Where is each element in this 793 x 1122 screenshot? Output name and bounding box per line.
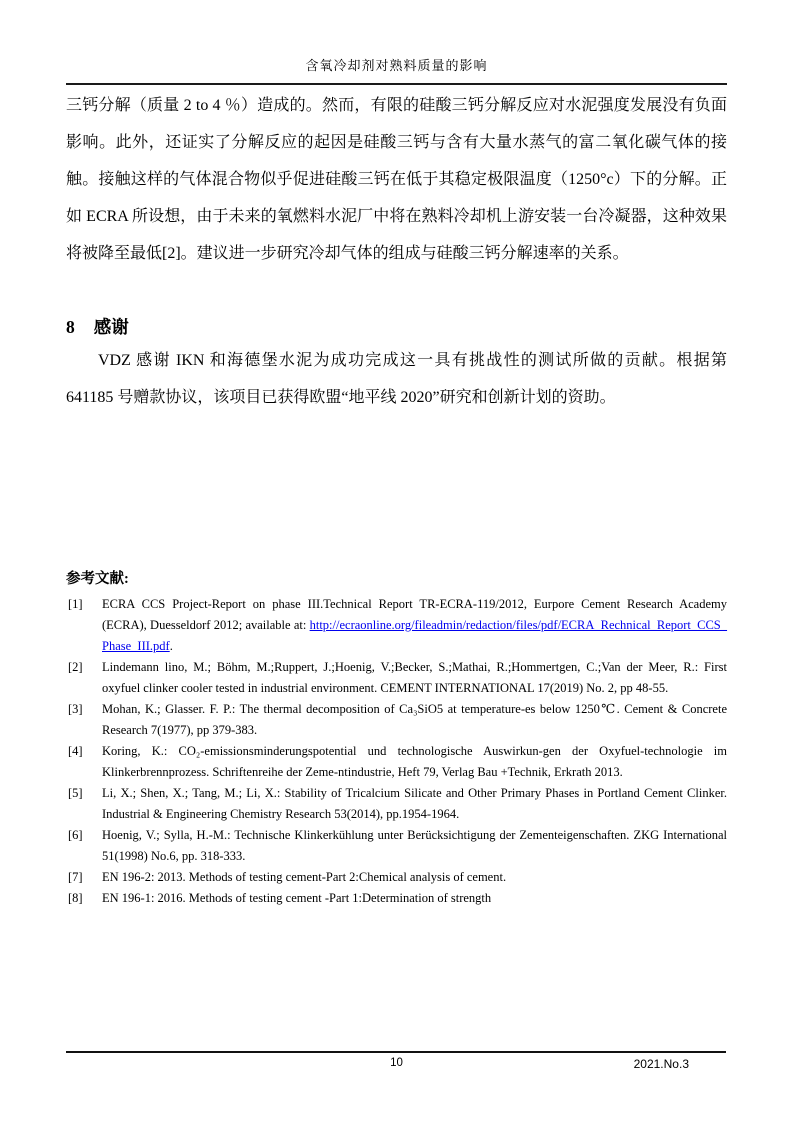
reference-item xyxy=(66,657,727,699)
footer-rule xyxy=(66,1051,726,1053)
reference-item xyxy=(66,888,727,909)
reference-text: Li, X.; Shen, X.; Tang, M.; Li, X.: Stability of Tricalcium Silicate and Other Primary Phases in Portland Cement Clinker. Industrial & Engineering Chemistry Research 53(2014), pp.1954-1964. xyxy=(102,786,727,821)
reference-text: EN 196-1: 2016. Methods of testing cement -Part 1:Determination of strength xyxy=(102,891,492,905)
reference-marker: [1] xyxy=(68,597,83,611)
reference-item xyxy=(66,594,727,657)
reference-marker: [4] xyxy=(68,744,83,758)
reference-suffix: . xyxy=(169,639,173,653)
reference-marker: [5] xyxy=(68,786,83,800)
reference-text: EN 196-2: 2013. Methods of testing cement-Part 2:Chemical analysis of cement. xyxy=(102,870,507,884)
body-paragraph-continuation: 三钙分解（质量 2 to 4 ％）造成的。然而，有限的硅酸三钙分解反应对水泥强度发展没有负面影响。此外，还证实了分解反应的起因是硅酸三钙与含有大量水蒸气的富二氧化碳气体的接触。接触这样的气体混合物似乎促进硅酸三钙在低于其稳定极限温度（1250°c）下的分解。正如 ECRA 所设想，由于未来的氧燃料水泥厂中将在熟料冷却机上游安装一台冷凝器，这种效果将被降至最低[2]。建议进一步研究冷却气体的组成与硅酸三钙分解速率的关系。 xyxy=(66,97,727,262)
reference-item xyxy=(66,867,727,888)
references-heading: 参考文献: xyxy=(66,571,129,587)
reference-marker: [2] xyxy=(68,660,83,674)
reference-text: Lindemann lino, M.; Böhm, M.;Ruppert, J.;Hoenig, V.;Becker, S.;Mathai, R.;Hommertgen, C.;Van der Meer, R.: First oxyfuel clinker cooler tested in industrial environment. CEMENT INTERNATIONAL 17(2019) No. 2, pp 48-55. xyxy=(102,660,727,695)
section-number: 8 xyxy=(66,317,75,337)
reference-link[interactable]: http://ecraonline.org/fileadmin/redaction/files/pdf/ECRA_Rechnical_Report_CCS_Phase_III.pdf xyxy=(102,618,727,653)
section-heading-acknowledgements xyxy=(66,314,129,339)
footer-issue-label: 2021.No.3 xyxy=(633,1057,689,1071)
acknowledgements-paragraph: VDZ 感谢 IKN 和海德堡水泥为成功完成这一具有挑战性的测试所做的贡献。根据第 641185 号赠款协议，该项目已获得欧盟“地平线 2020”研究和创新计划的资助。 xyxy=(66,352,727,406)
reference-text: Hoenig, V.; Sylla, H.-M.: Technische Klinkerkühlung unter Berücksichtigung der Zementeigenschaften. ZKG International 51(1998) No.6, pp. 318-333. xyxy=(102,828,727,863)
reference-text: ECRA CCS Project-Report on phase III.Technical Report TR-ECRA-119/2012, Eurpore Cement Research Academy (ECRA), Duesseldorf 2012; available at: xyxy=(102,597,727,632)
footer-page-number: 10 xyxy=(390,1057,403,1069)
section-title: 感谢 xyxy=(93,317,129,337)
reference-marker: [7] xyxy=(68,870,83,884)
reference-item xyxy=(66,741,727,783)
reference-marker: [6] xyxy=(68,828,83,842)
reference-text: Koring, K.: CO₂-emissionsminderungspotential und technologische Auswirkun-gen der Oxyfuel-technologie im Klinkerbrennprozess. Schriftenreihe der Zeme-ntindustrie, Heft 79, Verlag Bau +Technik, Erkrath 2013. xyxy=(102,744,727,779)
reference-marker: [8] xyxy=(68,891,83,905)
reference-marker: [3] xyxy=(68,702,83,716)
reference-item xyxy=(66,783,727,825)
references-list xyxy=(66,594,727,909)
reference-item xyxy=(66,699,727,741)
running-title: 含氧冷却剂对熟料质量的影响 xyxy=(305,58,488,73)
header-rule xyxy=(66,83,727,85)
reference-text: Mohan, K.; Glasser. F. P.: The thermal decomposition of Ca₃SiO5 at temperature-es below 1250℃. Cement & Concrete Research 7(1977), pp 379-383. xyxy=(102,702,727,737)
reference-item xyxy=(66,825,727,867)
